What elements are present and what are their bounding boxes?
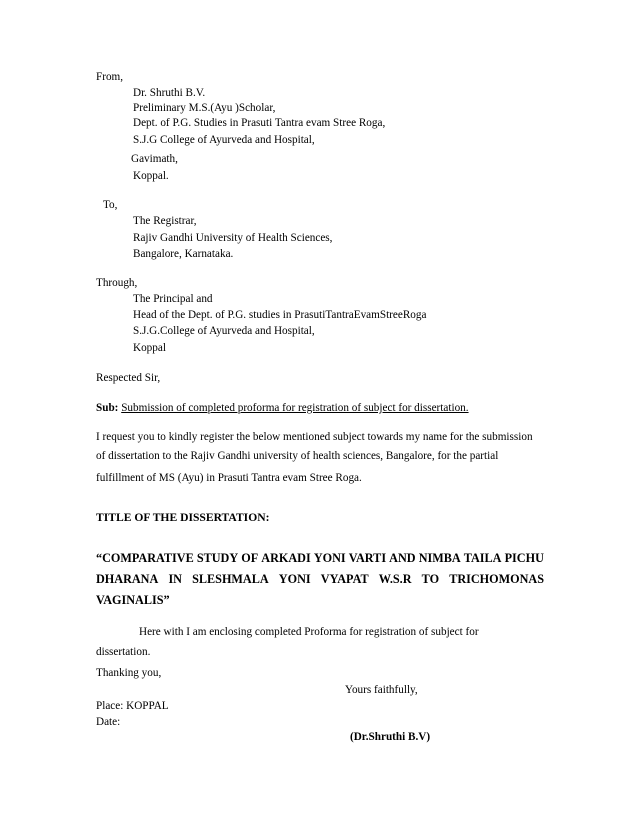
title-word: OF — [241, 551, 259, 565]
thanking-text: Thanking you, — [96, 667, 162, 679]
enclosing-line-2: dissertation. — [96, 646, 151, 658]
subject-line — [96, 401, 469, 415]
through-label: Through, — [96, 277, 138, 289]
from-line-town: Gavimath, — [131, 153, 178, 165]
closing-text: Yours faithfully, — [345, 684, 418, 696]
title-word: TAILA — [463, 551, 502, 565]
through-line-head: Head of the Dept. of P.G. studies in PrasutiTantraEvamStreeRoga — [133, 309, 427, 321]
signature-name: (Dr.Shruthi B.V) — [350, 731, 431, 743]
to-label: To, — [103, 199, 118, 211]
from-line-dept: Dept. of P.G. Studies in Prasuti Tantra evam Stree Roga, — [133, 117, 386, 129]
title-word: DHARANA — [96, 572, 159, 586]
to-line-university: Rajiv Gandhi University of Health Sciences, — [133, 232, 333, 244]
date-text: Date: — [96, 716, 121, 728]
title-line-1 — [96, 550, 544, 566]
from-line-college: S.J.G College of Ayurveda and Hospital, — [133, 134, 315, 146]
title-word: VARTI — [348, 551, 387, 565]
request-line-3: fulfillment of MS (Ayu) in Prasuti Tantra evam Stree Roga. — [96, 472, 362, 484]
from-line-designation: Preliminary M.S.(Ayu )Scholar, — [133, 102, 276, 114]
to-line-location: Bangalore, Karnataka. — [133, 248, 234, 260]
title-word: YONI — [313, 551, 346, 565]
request-line-2: of dissertation to the Rajiv Gandhi university of health sciences, Bangalore, for the partial — [96, 450, 499, 462]
title-word: TO — [421, 572, 440, 586]
request-line-1: I request you to kindly register the below mentioned subject towards my name for the submission — [96, 431, 533, 443]
through-line-principal: The Principal and — [133, 293, 213, 305]
salutation: Respected Sir, — [96, 372, 161, 384]
title-word: NIMBA — [418, 551, 461, 565]
from-line-city: Koppal. — [133, 170, 169, 182]
subject-label: Sub: — [96, 402, 119, 414]
title-line-3: VAGINALIS” — [96, 593, 170, 607]
title-word: YONI — [278, 572, 311, 586]
from-label: From, — [96, 71, 124, 83]
to-line-registrar: The Registrar, — [133, 215, 197, 227]
title-word: AND — [389, 551, 416, 565]
title-word: SLESHMALA — [192, 572, 269, 586]
enclosing-line-1: Here with I am enclosing completed Proforma for registration of subject for — [139, 626, 479, 638]
title-word: “COMPARATIVE — [96, 551, 194, 565]
title-word: PICHU — [504, 551, 544, 565]
through-line-college: S.J.G.College of Ayurveda and Hospital, — [133, 325, 315, 337]
title-word: IN — [168, 572, 182, 586]
title-word: TRICHOMONAS — [449, 572, 544, 586]
place-text: Place: KOPPAL — [96, 700, 169, 712]
title-heading: TITLE OF THE DISSERTATION: — [96, 511, 270, 524]
from-line-name: Dr. Shruthi B.V. — [133, 87, 206, 99]
title-word: ARKADI — [261, 551, 311, 565]
title-word: W.S.R — [378, 572, 412, 586]
through-line-city: Koppal — [133, 342, 166, 354]
subject-text: Submission of completed proforma for registration of subject for dissertation. — [121, 402, 469, 414]
title-word: VYAPAT — [320, 572, 369, 586]
title-word: STUDY — [196, 551, 239, 565]
title-line-2 — [96, 571, 544, 587]
